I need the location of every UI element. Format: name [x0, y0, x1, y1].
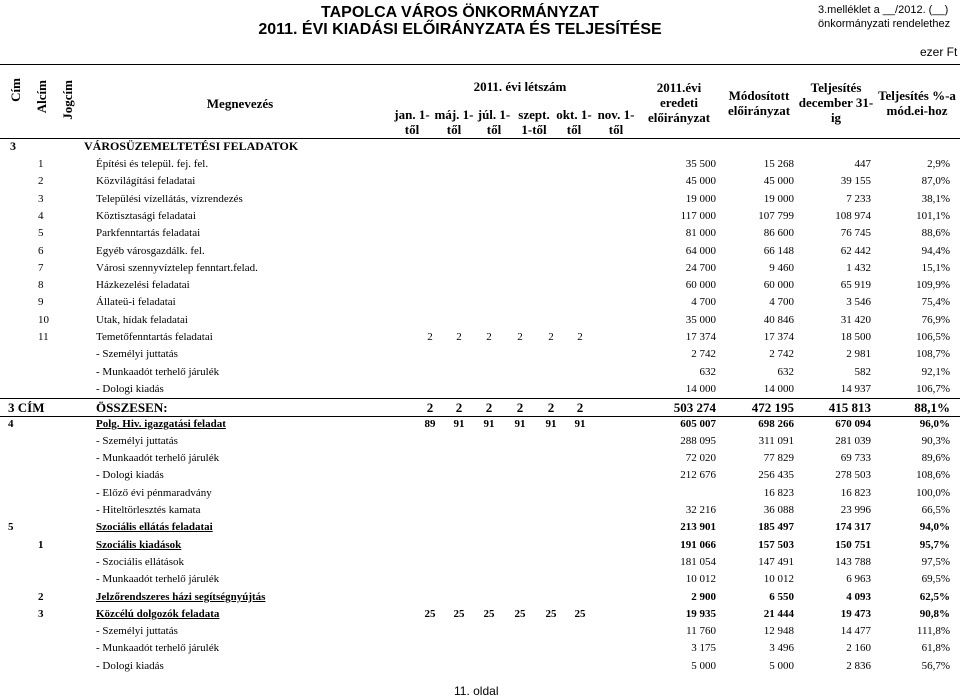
row-teljesites: 582 — [854, 365, 871, 378]
table-row — [0, 277, 960, 294]
table-row — [0, 537, 960, 554]
table-row — [0, 173, 960, 190]
row-szazalek: 97,5% — [921, 555, 950, 568]
col-szazalek: Teljesítés %-a mód.ei-hoz — [878, 88, 956, 118]
row-letszam-3: 25 — [514, 607, 526, 620]
row-label: - Személyi juttatás — [96, 434, 178, 447]
row-szazalek: 92,1% — [921, 365, 950, 378]
row-modositott: 17 374 — [763, 331, 794, 343]
row-label: Polg. Hiv. igazgatási feladat — [96, 417, 226, 430]
table-row — [0, 243, 960, 260]
row-szazalek: 38,1% — [921, 192, 950, 205]
row-teljesites: 39 155 — [840, 175, 871, 188]
row-szazalek: 61,8% — [921, 642, 950, 655]
row-modositott: 311 091 — [758, 434, 794, 447]
row-letszam-3: 2 — [516, 400, 524, 416]
row-teljesites: 16 823 — [840, 486, 871, 499]
row-teljesites: 4 093 — [846, 590, 871, 603]
row-modositott: 19 000 — [763, 192, 794, 205]
row-modositott: 10 012 — [763, 573, 794, 586]
row-modositott: 12 948 — [763, 625, 794, 638]
row-letszam-3: 2 — [517, 331, 523, 343]
row-eredeti: 213 901 — [680, 521, 716, 534]
row-label: - Dologi kiadás — [96, 659, 164, 672]
table-row — [0, 416, 960, 433]
row-label: Közcélú dolgozók feladata — [96, 607, 220, 620]
row-eredeti: 605 007 — [680, 417, 716, 430]
row-modositott: 157 503 — [758, 538, 794, 551]
table-row — [0, 260, 960, 277]
row-letszam-4: 91 — [545, 417, 557, 430]
row-label: Házkezelési feladatai — [96, 279, 190, 292]
row-label: - Személyi juttatás — [96, 348, 178, 361]
row-eredeti: 212 676 — [680, 469, 716, 482]
row-eredeti: 503 274 — [673, 400, 716, 416]
row-label: - Dologi kiadás — [96, 382, 164, 395]
row-letszam-0: 2 — [426, 400, 434, 416]
col-jogcim: Jogcím — [60, 80, 75, 120]
table-row — [0, 225, 960, 242]
page-number: 11. oldal — [454, 684, 499, 698]
row-letszam-5: 91 — [574, 417, 586, 430]
row-label: - Munkaadót terhelő járulék — [96, 365, 220, 378]
row-modositott: 86 600 — [763, 227, 794, 240]
row-letszam-4: 25 — [545, 607, 557, 620]
table-row — [0, 519, 960, 536]
row-letszam-0: 89 — [424, 417, 436, 430]
row-eredeti: 288 095 — [680, 434, 716, 447]
row-szazalek: 90,8% — [919, 607, 950, 620]
col-month-5: nov. 1-től — [597, 107, 635, 137]
table-row — [0, 208, 960, 225]
row-modositott: 256 435 — [758, 469, 794, 482]
row-label: Városi szennyvíztelep fenntart.felad. — [96, 261, 258, 274]
row-modositott: 77 829 — [763, 452, 794, 465]
currency-unit: ezer Ft — [920, 45, 958, 59]
row-modositott: 632 — [777, 365, 794, 378]
row-letszam-1: 2 — [456, 331, 462, 343]
row-label: ÖSSZESEN: — [96, 400, 168, 416]
row-alcim: 7 — [38, 261, 44, 274]
row-teljesites: 14 937 — [840, 382, 871, 395]
table-row — [0, 658, 960, 675]
row-teljesites: 143 788 — [835, 555, 871, 568]
row-alcim: 10 — [38, 313, 49, 326]
row-eredeti: 10 012 — [685, 573, 716, 586]
row-modositott: 60 000 — [763, 279, 794, 292]
table-row — [0, 606, 960, 623]
row-alcim: 11 — [38, 331, 49, 343]
row-cim: 5 — [8, 521, 14, 534]
row-alcim: 8 — [38, 279, 44, 292]
row-szazalek: 90,3% — [921, 434, 950, 447]
row-eredeti: 60 000 — [685, 279, 716, 292]
row-label: - Előző évi pénmaradvány — [96, 486, 212, 499]
col-month-2: júl. 1-től — [477, 107, 511, 137]
row-teljesites: 150 751 — [835, 538, 871, 551]
row-label: - Munkaadót terhelő járulék — [96, 642, 220, 655]
row-eredeti: 4 700 — [691, 296, 716, 309]
row-szazalek: 76,9% — [921, 313, 950, 326]
row-eredeti: 11 760 — [686, 625, 716, 638]
row-cim: 3 CÍM — [8, 400, 45, 416]
row-szazalek: 87,0% — [921, 175, 950, 188]
table-row — [0, 329, 960, 346]
row-label: Parkfenntartás feladatai — [96, 227, 201, 240]
row-teljesites: 2 981 — [846, 348, 871, 361]
row-teljesites: 62 442 — [840, 244, 871, 257]
row-teljesites: 278 503 — [835, 469, 871, 482]
row-szazalek: 111,8% — [916, 625, 950, 638]
row-alcim: 5 — [38, 227, 44, 240]
row-letszam-5: 2 — [576, 400, 584, 416]
row-alcim: 2 — [38, 590, 44, 603]
table-row — [0, 640, 960, 657]
row-teljesites: 1 432 — [846, 261, 871, 274]
row-teljesites: 18 500 — [840, 331, 871, 343]
table-row — [0, 485, 960, 502]
row-modositott: 66 148 — [763, 244, 794, 257]
section-number: 3 — [10, 139, 16, 153]
row-modositott: 14 000 — [763, 382, 794, 395]
row-eredeti: 17 374 — [685, 331, 716, 343]
row-eredeti: 14 000 — [685, 382, 716, 395]
row-teljesites: 65 919 — [840, 279, 871, 292]
row-modositott: 6 550 — [769, 590, 794, 603]
table-row — [0, 450, 960, 467]
row-letszam-2: 91 — [483, 417, 495, 430]
row-letszam-1: 91 — [453, 417, 465, 430]
row-szazalek: 94,4% — [921, 244, 950, 257]
row-eredeti: 3 175 — [691, 642, 716, 655]
row-label: Utak, hídak feladatai — [96, 313, 188, 326]
row-label: Települési vízellátás, vízrendezés — [96, 192, 243, 205]
row-teljesites: 76 745 — [840, 227, 871, 240]
table-row — [0, 312, 960, 329]
annex-decree: önkormányzati rendelethez — [818, 18, 951, 30]
row-label: Szociális kiadások — [96, 538, 182, 551]
table-row — [0, 191, 960, 208]
row-szazalek: 96,0% — [919, 417, 950, 430]
row-modositott: 9 460 — [769, 261, 794, 274]
row-szazalek: 88,6% — [921, 227, 950, 240]
title-line-1: TAPOLCA VÁROS ÖNKORMÁNYZAT — [321, 4, 599, 21]
row-modositott: 45 000 — [763, 175, 794, 188]
row-letszam-3: 91 — [514, 417, 526, 430]
row-szazalek: 89,6% — [921, 452, 950, 465]
col-month-3: szept. 1-től — [518, 107, 550, 137]
row-label: Közvilágítási feladatai — [96, 175, 196, 188]
row-label: - Dologi kiadás — [96, 469, 164, 482]
row-eredeti: 181 054 — [680, 555, 716, 568]
table-row — [0, 156, 960, 173]
row-teljesites: 19 473 — [840, 607, 871, 620]
title-line-2: 2011. ÉVI KIADÁSI ELŐIRÁNYZATA ÉS TELJESÍTÉSE — [258, 21, 662, 38]
row-eredeti: 117 000 — [680, 209, 716, 222]
row-teljesites: 281 039 — [835, 434, 871, 447]
col-month-0: jan. 1-től — [394, 107, 430, 137]
row-modositott: 3 496 — [769, 642, 794, 655]
table-row — [0, 623, 960, 640]
row-modositott: 5 000 — [769, 659, 794, 672]
row-alcim: 3 — [38, 192, 44, 205]
row-szazalek: 100,0% — [916, 486, 950, 499]
table-row — [0, 571, 960, 588]
row-modositott: 107 799 — [758, 209, 794, 222]
row-eredeti: 2 742 — [691, 348, 716, 361]
col-megnevezes: Megnevezés — [206, 96, 274, 111]
row-modositott: 36 088 — [763, 504, 794, 516]
row-modositott: 40 846 — [763, 313, 794, 326]
row-modositott: 185 497 — [758, 521, 794, 534]
row-teljesites: 2 160 — [846, 642, 871, 655]
row-letszam-2: 2 — [485, 400, 493, 416]
row-letszam-1: 25 — [453, 607, 465, 620]
row-eredeti: 191 066 — [680, 538, 716, 551]
row-label: Temetőfenntartás feladatai — [96, 331, 213, 343]
row-label: - Szociális ellátások — [96, 555, 184, 568]
row-eredeti: 35 000 — [685, 313, 716, 326]
row-teljesites: 14 477 — [840, 625, 871, 638]
row-label: - Munkaadót terhelő járulék — [96, 573, 220, 586]
col-alcim: Alcím — [34, 80, 49, 114]
row-teljesites: 415 813 — [828, 400, 871, 416]
row-cim: 4 — [8, 417, 14, 430]
row-szazalek: 108,6% — [916, 469, 950, 482]
row-modositott: 698 266 — [758, 417, 794, 430]
table-row — [0, 294, 960, 311]
row-szazalek: 66,5% — [921, 504, 950, 516]
col-modositott: Módosított előirányzat — [727, 88, 791, 118]
row-szazalek: 75,4% — [921, 296, 950, 309]
row-teljesites: 108 974 — [835, 209, 871, 222]
row-eredeti: 5 000 — [691, 659, 716, 672]
col-teljesites: Teljesítés december 31-ig — [798, 80, 874, 125]
row-alcim: 3 — [38, 607, 44, 620]
row-szazalek: 109,9% — [916, 279, 950, 292]
row-teljesites: 31 420 — [840, 313, 871, 326]
row-modositott: 21 444 — [763, 607, 794, 620]
col-eredeti: 2011.évi eredeti előirányzat — [647, 80, 711, 125]
row-szazalek: 69,5% — [921, 573, 950, 586]
row-alcim: 2 — [38, 175, 44, 188]
row-alcim: 4 — [38, 209, 44, 222]
row-alcim: 9 — [38, 296, 44, 309]
table-row — [0, 398, 960, 417]
table-row — [0, 346, 960, 363]
col-month-4: okt. 1-től — [556, 107, 592, 137]
row-modositott: 16 823 — [763, 486, 794, 499]
row-label: Szociális ellátás feladatai — [96, 521, 213, 534]
row-label: Építési és települ. fej. fel. — [96, 158, 209, 170]
row-teljesites: 670 094 — [835, 417, 871, 430]
row-modositott: 472 195 — [751, 400, 794, 416]
row-letszam-0: 2 — [427, 331, 433, 343]
row-eredeti: 72 020 — [685, 452, 716, 465]
row-szazalek: 56,7% — [921, 659, 950, 672]
row-szazalek: 62,5% — [919, 590, 950, 603]
row-alcim: 1 — [38, 538, 44, 551]
table-row — [0, 433, 960, 450]
col-letszam: 2011. évi létszám — [473, 79, 567, 94]
row-label: - Munkaadót terhelő járulék — [96, 452, 220, 465]
row-teljesites: 2 836 — [846, 659, 871, 672]
row-szazalek: 101,1% — [916, 209, 950, 222]
row-modositott: 2 742 — [769, 348, 794, 361]
row-teljesites: 23 996 — [840, 504, 871, 516]
row-label: Egyéb városgazdálk. fel. — [96, 244, 205, 257]
row-eredeti: 32 216 — [685, 504, 716, 516]
row-eredeti: 19 000 — [685, 192, 716, 205]
row-eredeti: 632 — [699, 365, 716, 378]
row-szazalek: 106,5% — [916, 331, 950, 343]
row-letszam-1: 2 — [455, 400, 463, 416]
table-row — [0, 381, 960, 398]
table-row — [0, 502, 960, 519]
row-letszam-2: 2 — [486, 331, 492, 343]
row-eredeti: 45 000 — [685, 175, 716, 188]
row-label: Jelzőrendszeres házi segítségnyújtás — [96, 590, 266, 603]
row-letszam-0: 25 — [424, 607, 436, 620]
row-eredeti: 35 500 — [685, 158, 716, 170]
row-teljesites: 69 733 — [840, 452, 871, 465]
row-eredeti: 64 000 — [685, 244, 716, 257]
row-label: - Személyi juttatás — [96, 625, 178, 638]
row-letszam-4: 2 — [548, 331, 554, 343]
table-row — [0, 589, 960, 606]
row-eredeti: 24 700 — [685, 261, 716, 274]
row-letszam-5: 2 — [577, 331, 583, 343]
row-label: Állateü-i feladatai — [96, 296, 176, 309]
row-szazalek: 95,7% — [919, 538, 950, 551]
row-eredeti: 81 000 — [685, 227, 716, 240]
row-modositott: 15 268 — [763, 158, 794, 170]
row-modositott: 4 700 — [769, 296, 794, 309]
header-top-rule — [0, 64, 960, 65]
row-szazalek: 94,0% — [919, 521, 950, 534]
row-szazalek: 88,1% — [914, 400, 950, 416]
row-label: Köztisztasági feladatai — [96, 209, 196, 222]
row-szazalek: 15,1% — [921, 261, 950, 274]
row-alcim: 1 — [38, 158, 44, 170]
table-row — [0, 364, 960, 381]
row-szazalek: 108,7% — [916, 348, 950, 361]
row-label: - Hiteltörlesztés kamata — [96, 504, 201, 516]
table-row — [0, 554, 960, 571]
row-teljesites: 7 233 — [846, 192, 871, 205]
row-szazalek: 106,7% — [916, 382, 950, 395]
row-letszam-2: 25 — [483, 607, 495, 620]
row-teljesites: 6 963 — [846, 573, 871, 586]
row-teljesites: 447 — [854, 158, 871, 170]
row-eredeti: 19 935 — [685, 607, 716, 620]
row-eredeti: 2 900 — [691, 590, 716, 603]
row-teljesites: 174 317 — [835, 521, 871, 534]
col-cim: Cím — [8, 78, 23, 102]
row-teljesites: 3 546 — [846, 296, 871, 309]
section-title: VÁROSÜZEMELTETÉSI FELADATOK — [84, 139, 299, 153]
row-modositott: 147 491 — [758, 555, 794, 568]
table-row — [0, 467, 960, 484]
row-letszam-5: 25 — [574, 607, 586, 620]
col-month-1: máj. 1-től — [434, 107, 474, 137]
row-letszam-4: 2 — [547, 400, 555, 416]
row-alcim: 6 — [38, 244, 44, 257]
annex-reference: 3.melléklet a __/2012. (__) — [818, 4, 949, 16]
row-szazalek: 2,9% — [927, 158, 950, 170]
